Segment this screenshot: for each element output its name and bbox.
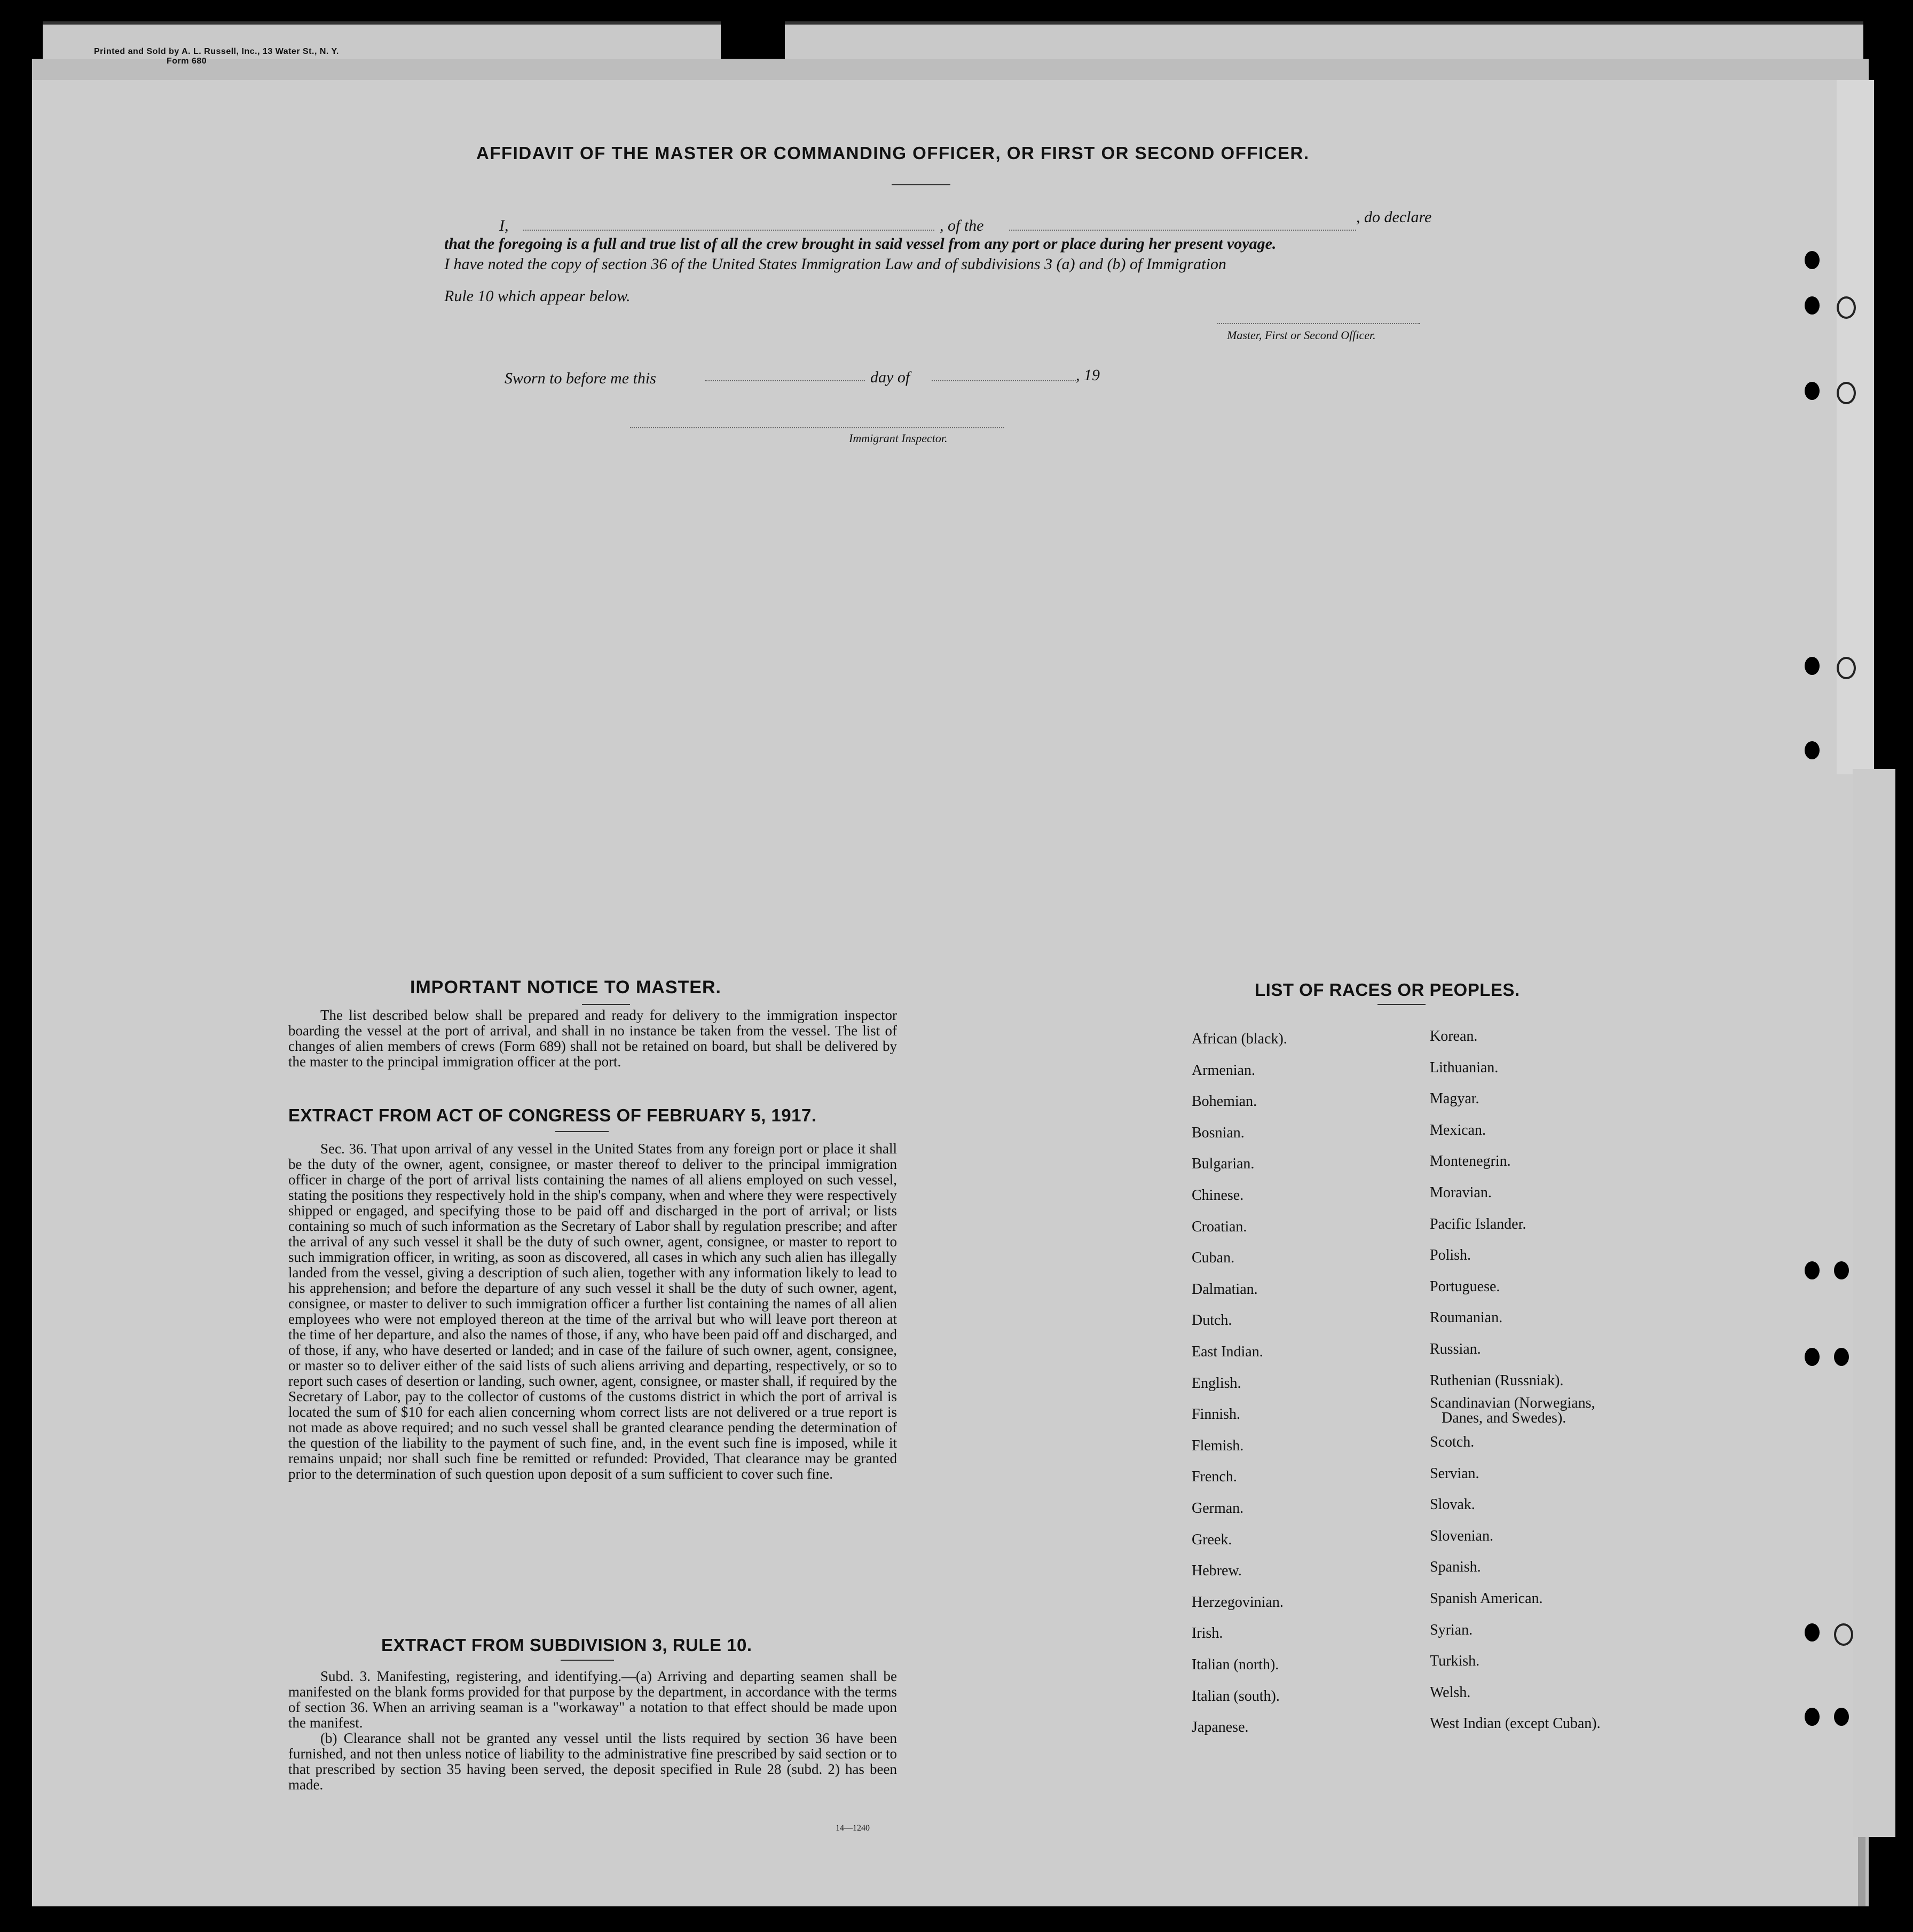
race-item: Turkish. — [1430, 1653, 1480, 1670]
affidavit-statement-line: that the foregoing is a full and true list of all the crew brought in said vessel from any port or place during her present voyage. — [444, 235, 1277, 253]
race-item: Slovak. — [1430, 1496, 1475, 1513]
race-item: Moravian. — [1430, 1184, 1492, 1201]
race-item: Cuban. — [1192, 1250, 1235, 1267]
form-number: Form 680 — [167, 57, 207, 66]
punch-hole — [1805, 1348, 1820, 1366]
affidavit-of-the-label: , of the — [940, 217, 984, 234]
affidavit-rule-line: Rule 10 which appear below. — [444, 287, 631, 305]
race-item: Welsh. — [1430, 1684, 1471, 1701]
punch-hole — [1805, 741, 1820, 759]
race-item: Croatian. — [1192, 1218, 1247, 1235]
punch-hole — [1837, 296, 1856, 319]
race-item: African (black). — [1192, 1031, 1287, 1047]
punch-hole — [1834, 1708, 1849, 1726]
notice-title: IMPORTANT NOTICE TO MASTER. — [410, 977, 721, 998]
form-page — [32, 80, 1865, 1906]
punch-hole — [1805, 382, 1820, 400]
title-underline — [892, 184, 950, 185]
race-item: Mexican. — [1430, 1121, 1486, 1138]
vessel-blank-line — [1009, 230, 1356, 231]
race-item: Chinese. — [1192, 1187, 1244, 1204]
race-item: Scotch. — [1430, 1434, 1475, 1450]
race-item: Flemish. — [1192, 1437, 1244, 1454]
signature-blank-line — [1217, 323, 1420, 324]
race-item: West Indian (except Cuban). — [1430, 1715, 1601, 1732]
form-code: 14—1240 — [836, 1824, 870, 1833]
race-item: Scandinavian (Norwegians, — [1430, 1395, 1595, 1411]
race-item: Syrian. — [1430, 1621, 1473, 1638]
rule-extract-b: (b) Clearance shall not be granted any vessel until the lists required by section 36 have been furnished, and not then unless notice of liability to the administrative fine prescribed by said section or to that prescribed by section 35 having been served, the deposit specified in Rule 28 (subd. 2) has been made. — [288, 1730, 897, 1793]
notice-underline — [582, 1004, 630, 1005]
punch-hole — [1805, 1708, 1820, 1726]
races-underline — [1377, 1004, 1426, 1005]
day-blank-line — [705, 380, 865, 381]
race-item: Dalmatian. — [1192, 1281, 1258, 1298]
punch-hole — [1834, 1348, 1849, 1366]
races-title: LIST OF RACES OR PEOPLES. — [1255, 980, 1520, 1000]
race-item: Hebrew. — [1192, 1562, 1242, 1580]
race-item: Roumanian. — [1430, 1309, 1503, 1326]
name-blank-line — [523, 230, 934, 231]
race-item: Spanish. — [1430, 1559, 1481, 1576]
race-item: Spanish American. — [1430, 1590, 1543, 1607]
affidavit-law-line: I have noted the copy of section 36 of the United States Immigration Law and of subdivisions 3 (a) and (b) of Immigration — [444, 255, 1226, 273]
printer-imprint: Printed and Sold by A. L. Russell, Inc., 13 Water St., N. Y. — [94, 47, 339, 56]
race-item: Japanese. — [1192, 1719, 1249, 1736]
year-label: , 19 — [1076, 366, 1100, 384]
punch-hole — [1805, 251, 1820, 269]
race-item: Portuguese. — [1430, 1278, 1500, 1295]
act-extract-underline — [555, 1131, 609, 1132]
punch-hole — [1837, 657, 1856, 679]
affidavit-i-label: I, — [499, 217, 509, 234]
race-item: English. — [1192, 1375, 1241, 1392]
race-item: Greek. — [1192, 1531, 1232, 1548]
race-item: Dutch. — [1192, 1312, 1232, 1329]
race-item: Servian. — [1430, 1465, 1479, 1482]
race-item: Herzegovinian. — [1192, 1593, 1284, 1611]
race-item: German. — [1192, 1500, 1244, 1517]
race-item: Finnish. — [1192, 1406, 1241, 1423]
day-of-label: day of — [870, 368, 910, 386]
punch-hole — [1837, 382, 1856, 404]
notice-body: The list described below shall be prepared and ready for delivery to the immigration inspector boarding the vessel at the port of arrival, and shall in no instance be taken from the vessel. The list of changes of alien members of crews (Form 689) shall not be retained on board, but shall be delivered by the master to the principal immigration officer at the port. — [288, 1007, 897, 1070]
race-item: Pacific Islander. — [1430, 1215, 1526, 1232]
race-item: Bosnian. — [1192, 1124, 1245, 1141]
race-item: Polish. — [1430, 1247, 1471, 1264]
race-item: Montenegrin. — [1430, 1153, 1511, 1170]
master-signature-label: Master, First or Second Officer. — [1227, 328, 1376, 342]
affidavit-declare-label: , do declare — [1356, 208, 1432, 226]
race-item: Irish. — [1192, 1625, 1223, 1642]
punch-hole — [1805, 296, 1820, 315]
rule-extract-underline — [561, 1660, 614, 1661]
race-item: Magyar. — [1430, 1090, 1479, 1108]
race-item: French. — [1192, 1468, 1237, 1486]
race-item: Bulgarian. — [1192, 1156, 1255, 1173]
punch-hole — [1834, 1623, 1853, 1646]
act-extract-body: Sec. 36. That upon arrival of any vessel in the United States from any foreign port or place it shall be the duty of the owner, agent, consignee, or master thereof to deliver to the principal immigration officer in charge of the port of arrival lists containing the names of all aliens employed on such vessel, stating the positions they respectively hold in the ship's company, when and where they were respectively shipped or engaged, and specifying those to be paid off and discharged in the port of arrival; or lists containing so much of such information as the Secretary of Labor shall by regulation prescribe; and after the arrival of any such vessel it shall be the duty of such owner, agent, consignee, or master to report to such immigration officer, in writing, as soon as discovered, all cases in which any such alien has illegally landed from the vessel, giving a description of such alien, together with any information likely to lead to his apprehension; and before the departure of any such vessel it shall be the duty of such owner, agent, consignee, or master to deliver to such immigration officer a further list containing the names of all alien employees who were not employed thereon at the time of the arrival but who will leave port thereon at the time of her departure, and also the names of those, if any, who have been paid off and discharged, and of those, if any, who have deserted or landed; and in case of the failure of such owner, agent, consignee, or master so to deliver either of the said lists of such aliens arriving and departing, respectively, or so to report such cases of desertion or landing, such owner, agent, consignee, or master shall, if required by the Secretary of Labor, pay to the collector of customs of the customs district in which the port of arrival is located the sum of $10 for each alien concerning whom correct lists are not delivered or a true report is not made as above required; and no such vessel shall be granted clearance pending the determination of the question of the liability to the payment of such fine, and, in the event such fine is imposed, while it remains unpaid; nor shall such fine be remitted or refunded: Provided, That clearance may be granted prior to the determination of such question upon deposit of a sum sufficient to cover such fine. — [288, 1141, 897, 1482]
race-item: Ruthenian (Russniak). — [1430, 1372, 1564, 1389]
race-item: Danes, and Swedes). — [1442, 1410, 1566, 1426]
rule-extract-body — [288, 1669, 897, 1793]
punch-hole — [1805, 657, 1820, 675]
inspector-blank-line — [630, 427, 1004, 428]
sworn-label: Sworn to before me this — [505, 370, 656, 387]
race-item: Lithuanian. — [1430, 1059, 1499, 1076]
page-edge-strip-lower — [1853, 769, 1895, 1837]
race-item: Italian (south). — [1192, 1687, 1280, 1705]
affidavit-title: AFFIDAVIT OF THE MASTER OR COMMANDING OFFICER, OR FIRST OR SECOND OFFICER. — [476, 143, 1310, 163]
race-item: Russian. — [1430, 1341, 1481, 1357]
race-item: Slovenian. — [1430, 1527, 1493, 1544]
punch-hole — [1834, 1261, 1849, 1279]
act-extract-title: EXTRACT FROM ACT OF CONGRESS OF FEBRUARY 5, 1917. — [288, 1105, 817, 1125]
race-item: East Indian. — [1192, 1344, 1263, 1360]
race-item: Italian (north). — [1192, 1656, 1279, 1673]
punch-hole — [1805, 1623, 1820, 1642]
rule-extract-a: Subd. 3. Manifesting, registering, and identifying.—(a) Arriving and departing seamen shall be manifested on the blank forms provided for that purpose by the department, in accordance with the terms of section 36. When an arriving seaman is a "workaway" a notation to that effect should be made upon the manifest. — [288, 1668, 897, 1731]
rule-extract-title: EXTRACT FROM SUBDIVISION 3, RULE 10. — [381, 1635, 752, 1655]
race-item: Bohemian. — [1192, 1093, 1257, 1110]
punch-hole — [1805, 1261, 1820, 1279]
inspector-signature-label: Immigrant Inspector. — [849, 431, 948, 445]
race-item: Armenian. — [1192, 1062, 1255, 1079]
month-blank-line — [932, 380, 1076, 381]
race-item: Korean. — [1430, 1028, 1478, 1044]
